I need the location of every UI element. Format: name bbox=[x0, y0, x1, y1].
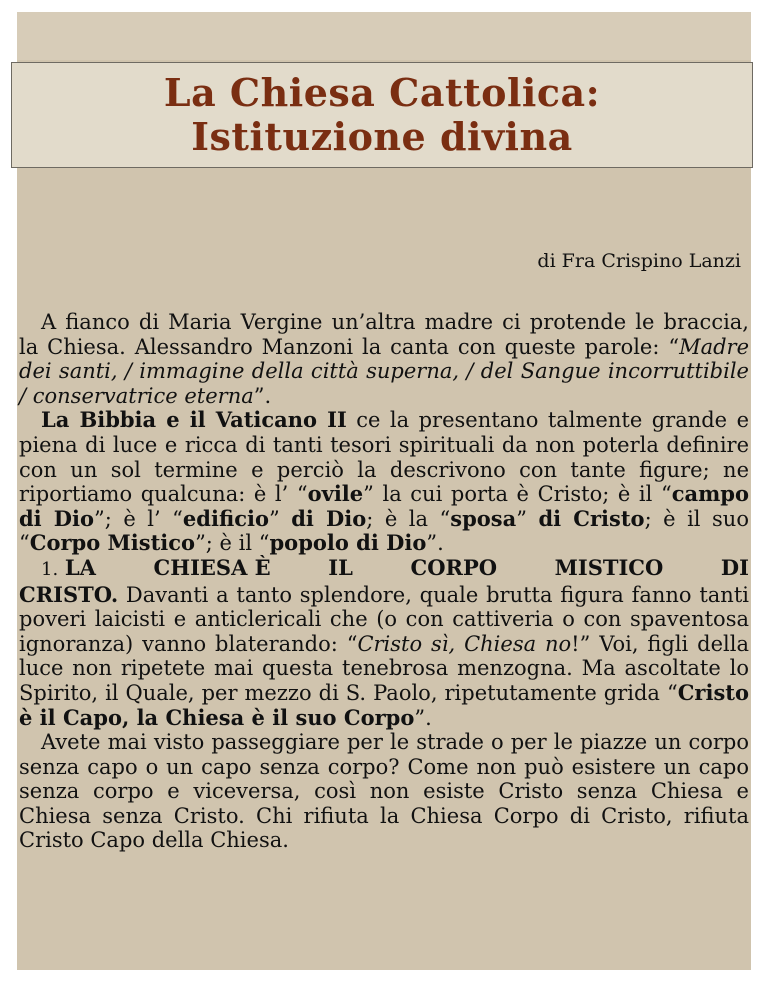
paragraph-3-text-2: !” Voi, figli della luce non ripetete mai questa tenebrosa menzogna. Ma ascoltate lo Spirito, il Quale, per mezzo di S. Paolo, ripetutamente grida “ bbox=[19, 631, 749, 705]
article-body bbox=[19, 310, 749, 853]
paragraph-2 bbox=[19, 408, 749, 556]
paragraph-3-text-3: ”. bbox=[414, 705, 432, 730]
paragraph-2-text-6: ” bbox=[516, 506, 539, 531]
manzoni-quote: Madre dei santi, / immagine della città superna, / del Sangue incorruttibile / conservatrice eterna bbox=[19, 334, 749, 408]
heading-num-group bbox=[41, 556, 96, 583]
paragraph-3 bbox=[19, 583, 749, 731]
di-dio-bold: di Dio bbox=[291, 505, 367, 531]
di-cristo-bold: di Cristo bbox=[538, 505, 645, 531]
paragraph-2-text-1: ce la presentano talmente grande e piena di luce e ricca di tanti tesori spirituali da non poterla definire con un sol termine e perciò la descrivono con tante figure; ne riportiamo qualcuna: è l’ “ bbox=[19, 408, 749, 507]
title-box bbox=[11, 62, 753, 168]
heading-word-1: LA bbox=[64, 554, 96, 580]
title-line-2: Istituzione divina bbox=[191, 114, 573, 159]
paragraph-1 bbox=[19, 310, 749, 408]
edificio-bold: edificio bbox=[182, 505, 269, 531]
paragraph-1-text: A fianco di Maria Vergine un’altra madre ci protende le braccia, la Chiesa. Alessandro Manzoni la canta con queste parole: “ bbox=[19, 310, 749, 359]
top-band bbox=[17, 12, 751, 60]
paragraph-2-text-4: ” bbox=[268, 506, 292, 531]
bibbia-vaticano-bold: La Bibbia e il Vaticano II bbox=[41, 407, 347, 433]
sposa-bold: sposa bbox=[450, 505, 517, 531]
paragraph-2-text-2: ” la cui porta è Cristo; è il “ bbox=[363, 482, 672, 507]
heading-word-2: CHIESA È bbox=[153, 554, 271, 580]
paragraph-2-text-8: ”; è il “ bbox=[195, 531, 270, 556]
ovile-bold: ovile bbox=[307, 481, 364, 507]
popolo-bold: popolo di Dio bbox=[269, 530, 427, 556]
cristo-capo-bold: Cristo è il Capo, la Chiesa è il suo Corpo bbox=[19, 679, 749, 730]
title-line-1: La Chiesa Cattolica: bbox=[163, 70, 601, 115]
heading-cristo: CRISTO. bbox=[19, 581, 119, 607]
heading-word-4: CORPO bbox=[410, 554, 498, 580]
author-byline: di Fra Crispino Lanzi bbox=[537, 250, 741, 272]
paragraph-2-text-9: ”. bbox=[426, 531, 444, 556]
paragraph-1-end: ”. bbox=[253, 383, 272, 408]
campo-bold: campo di Dio bbox=[19, 481, 749, 531]
section-heading-line bbox=[19, 556, 749, 583]
paragraph-2-text-7: ; è il suo “ bbox=[19, 506, 749, 556]
heading-word-5: MISTICO bbox=[554, 554, 664, 580]
heading-word-3: IL bbox=[328, 554, 353, 580]
heading-word-6: DI bbox=[720, 554, 749, 580]
section-number: 1. bbox=[41, 558, 59, 580]
cristo-si-quote: Cristo sì, Chiesa no bbox=[357, 631, 572, 656]
paragraph-3-text-1: Davanti a tanto splendore, quale brutta figura fanno tanti poveri laicisti e anticlericali che (o con cattiveria o con spaventosa ignoranza) vanno blaterando: “ bbox=[19, 582, 749, 656]
paragraph-4: Avete mai visto passeggiare per le strade o per le piazze un corpo senza capo o un capo senza corpo? Come non può esistere un capo senza corpo e viceversa, così non esiste Cristo senza Chiesa e Chiesa senza Cristo. Chi rifiuta la Chiesa Corpo di Cristo, rifiuta Cristo Capo della Chiesa. bbox=[19, 730, 749, 853]
paragraph-2-text-5: ; è la “ bbox=[366, 506, 451, 531]
corpo-mistico-bold: Corpo Mistico bbox=[29, 530, 196, 556]
paragraph-2-text-3: ”; è l’ “ bbox=[94, 506, 183, 531]
document-page bbox=[17, 12, 751, 970]
